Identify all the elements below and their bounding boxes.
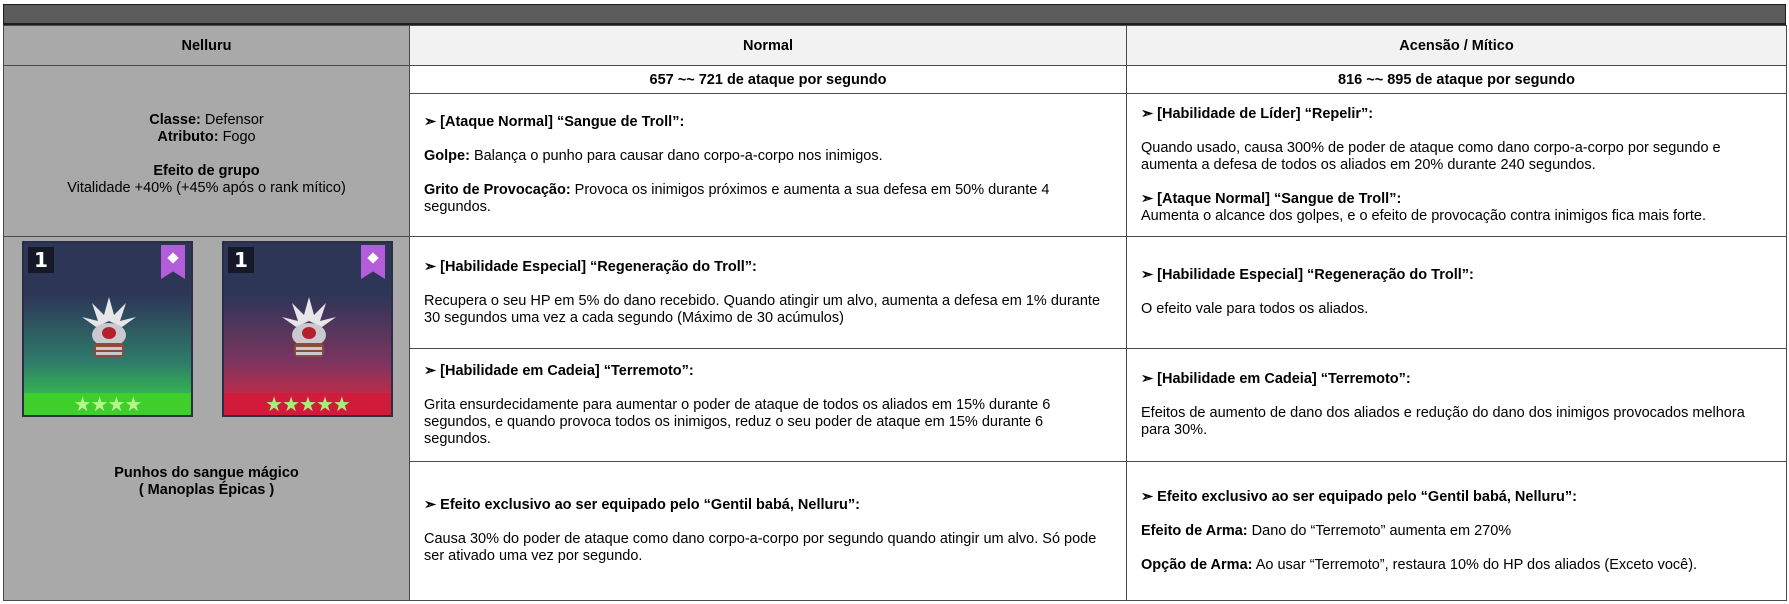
item-cards	[4, 237, 409, 417]
header-normal: Normal	[410, 26, 1127, 66]
weapon-option-line: Opção de Arma: Ao usar “Terremoto”, restaura 10% do HP dos aliados (Exceto você).	[1141, 556, 1698, 573]
mythic-attack-text: Aumenta o alcance dos golpes, e o efeito de provocação contra inimigos fica mais forte.	[1141, 207, 1707, 224]
item-card-normal	[22, 241, 193, 417]
row-2	[4, 237, 1787, 349]
item-card-mythic	[222, 241, 393, 417]
mythic-chain-text: Efeitos de aumento de dano dos aliados e redução do dano dos inimigos provocados melhora para 30%.	[1141, 405, 1745, 438]
mythic-special-text: O efeito vale para todos os aliados.	[1141, 301, 1369, 317]
normal-attack-title: ➣ [Ataque Normal] “Sangue de Troll”:	[424, 114, 685, 130]
special-skill-cell	[410, 237, 1127, 349]
normal-attack-line-1: Golpe: Balança o punho para causar dano corpo-a-corpo nos inimigos.	[424, 148, 883, 164]
header-hero: Nelluru	[4, 26, 410, 66]
normal-attack-cell	[410, 94, 1127, 237]
normal-attack-stat: 657 ~~ 721 de ataque por segundo	[410, 66, 1127, 94]
star-rating-green: ★★★★	[24, 393, 191, 415]
item-level-badge: 1	[28, 247, 54, 273]
chain-skill-text: Grita ensurdecidamente para aumentar o poder de ataque de todos os aliados em 15% durante 6 segundos, e quando provoca todos os inimigos, reduz o seu poder de ataque em 15% durante 6 segundos.	[424, 396, 1051, 447]
mythic-attack-title: ➣ [Ataque Normal] “Sangue de Troll”:	[1141, 190, 1402, 207]
mythic-flag-icon	[161, 245, 185, 279]
hero-attribute: Atributo: Fogo	[157, 128, 256, 145]
star-rating-red: ★★★★★	[224, 393, 391, 415]
item-name: Punhos do sangue mágico	[114, 465, 299, 481]
normal-attack-line-2: Grito de Provocação: Provoca os inimigos próximos e aumenta a sua defesa em 50% durante 4 segundos.	[424, 182, 1050, 215]
mythic-special-title: ➣ [Habilidade Especial] “Regeneração do Troll”:	[1141, 267, 1474, 283]
gauntlet-icon	[80, 295, 138, 365]
group-effect-title: Efeito de grupo	[153, 162, 260, 179]
gauntlet-icon	[280, 295, 338, 365]
mythic-special-cell	[1127, 237, 1787, 349]
group-effect-value: Vitalidade +40% (+45% após o rank mítico)	[67, 179, 346, 196]
mythic-exclusive-title: ➣ Efeito exclusivo ao ser equipado pelo “Gentil babá, Nelluru”:	[1141, 488, 1577, 505]
stats-row	[4, 66, 1787, 94]
leader-skill-cell	[1127, 94, 1787, 237]
leader-skill-title: ➣ [Habilidade de Líder] “Repelir”:	[1141, 105, 1374, 122]
weapon-effect-line: Efeito de Arma: Dano do “Terremoto” aumenta em 270%	[1141, 522, 1512, 539]
exclusive-effect-cell	[410, 462, 1127, 601]
special-skill-title: ➣ [Habilidade Especial] “Regeneração do Troll”:	[424, 258, 757, 275]
hero-info	[4, 66, 410, 237]
chain-skill-title: ➣ [Habilidade em Cadeia] “Terremoto”:	[424, 362, 694, 379]
leader-skill-text: Quando usado, causa 300% de poder de ataque como dano corpo-a-corpo por segundo e aumenta a defesa de todos os aliados em 20% durante 240 segundos.	[1141, 139, 1721, 173]
mythic-flag-icon	[361, 245, 385, 279]
exclusive-effect-text: Causa 30% do poder de ataque como dano corpo-a-corpo por segundo quando atingir um alvo. Só pode ser ativado uma vez por segundo.	[424, 531, 1097, 564]
mythic-exclusive-cell	[1127, 462, 1787, 601]
mythic-chain-title: ➣ [Habilidade em Cadeia] “Terremoto”:	[1141, 371, 1411, 387]
hero-class: Classe: Defensor	[149, 111, 264, 128]
top-bar	[3, 4, 1786, 25]
item-level-badge: 1	[228, 247, 254, 273]
mythic-chain-cell	[1127, 349, 1787, 462]
header-row	[4, 26, 1787, 66]
item-type: ( Manoplas Épicas )	[138, 482, 275, 498]
skill-table-frame	[3, 4, 1786, 600]
special-skill-text: Recupera o seu HP em 5% do dano recebido. Quando atingir um alvo, aumenta a defesa em 1% durante 30 segundos uma vez a cada segundo (Máximo de 30 acúmulos)	[424, 292, 1101, 326]
item-info	[4, 237, 410, 601]
header-mythic: Acensão / Mítico	[1127, 26, 1787, 66]
skill-table	[3, 25, 1787, 601]
mythic-attack-stat: 816 ~~ 895 de ataque por segundo	[1127, 66, 1787, 94]
chain-skill-cell	[410, 349, 1127, 462]
exclusive-effect-title: ➣ Efeito exclusivo ao ser equipado pelo “Gentil babá, Nelluru”:	[424, 497, 860, 513]
